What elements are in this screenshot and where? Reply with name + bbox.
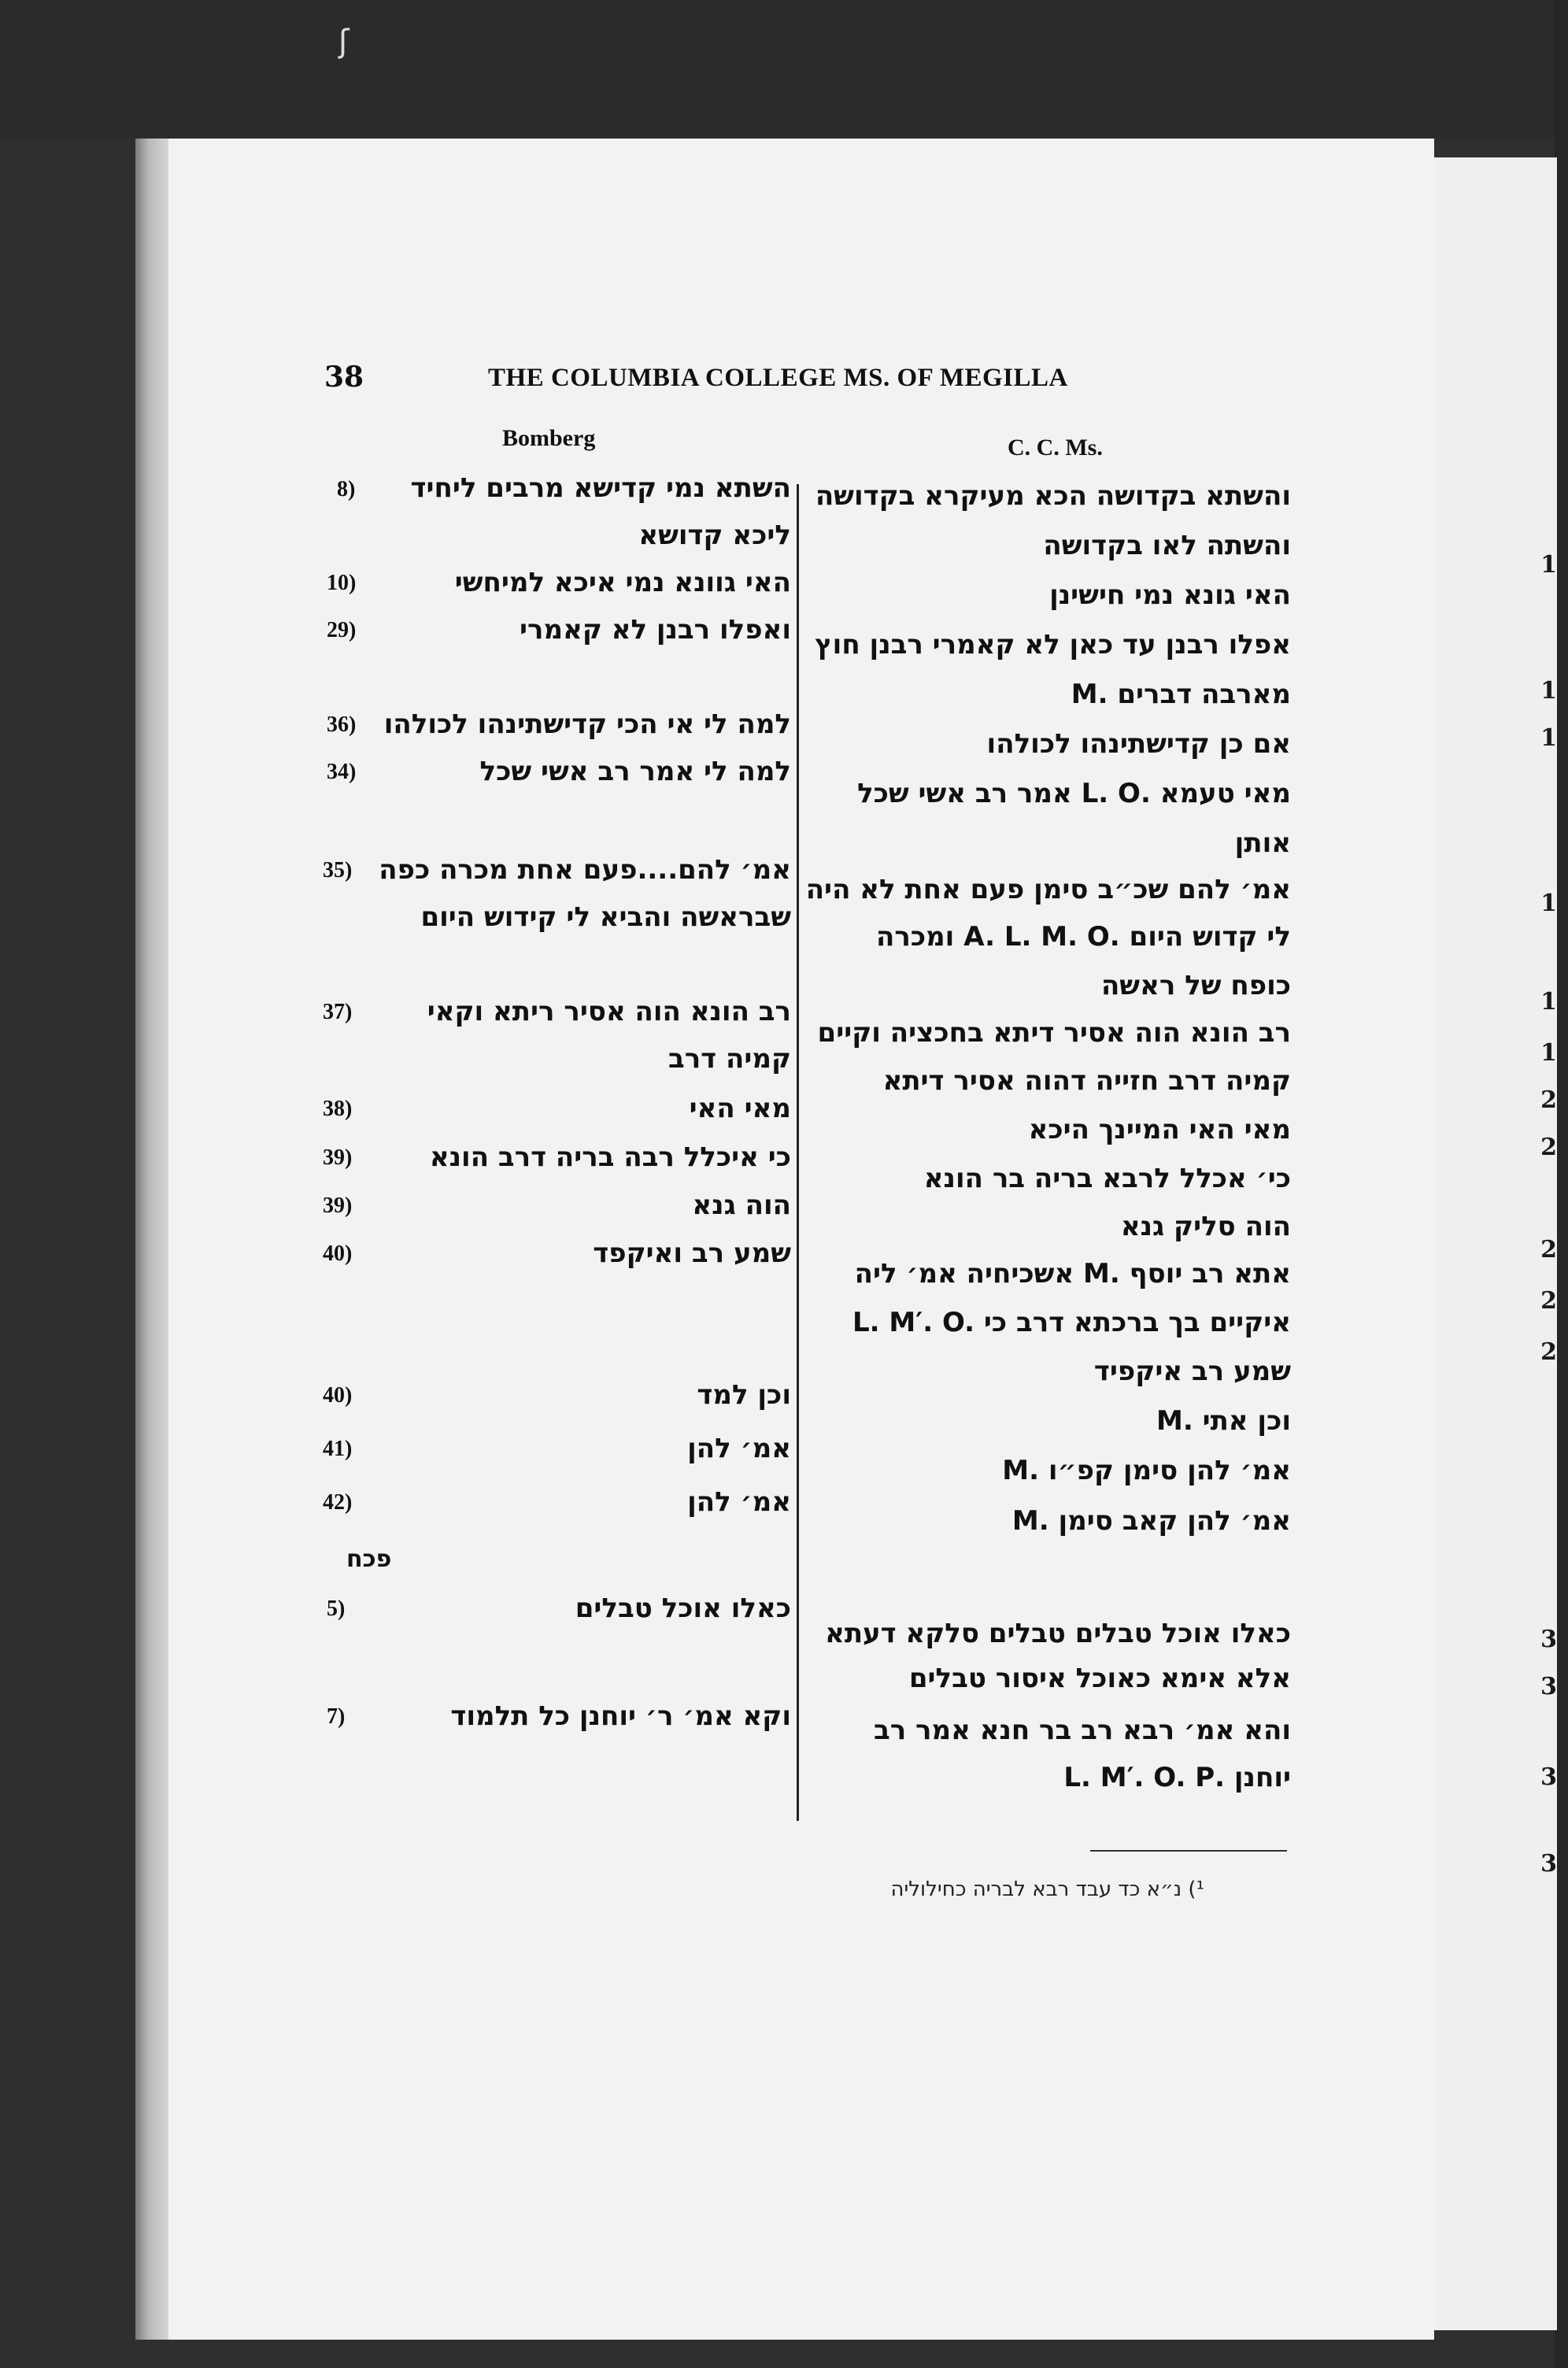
ccms-line: קמיה דרב חזייה דהוה אסיר דיתא	[882, 1065, 1291, 1097]
facing-page-fragment: 1	[1540, 724, 1557, 752]
facing-page-fragment: 2	[1540, 1086, 1557, 1114]
ccms-line: אלא אימא כאוכל איסור טבלים	[908, 1663, 1291, 1694]
bomberg-line: וכן למד	[697, 1379, 791, 1411]
ccms-line: כי׳ אכלל לרבא בריה בר הונא	[923, 1163, 1291, 1194]
ccms-line: מארבה דברים .M	[1071, 679, 1291, 710]
ccms-line: הוה סליק גנא	[1120, 1211, 1291, 1242]
bomberg-line: אמ׳ להן	[687, 1433, 791, 1464]
bomberg-line: למה לי אי הכי קדישתינהו לכולהו	[383, 709, 791, 740]
line-number: 7)	[327, 1704, 346, 1729]
ccms-line: אמ׳ להם שכ״ב סימן פעם אחת לא היה	[805, 874, 1291, 905]
facing-page	[1429, 157, 1557, 2330]
line-number: 40)	[323, 1241, 353, 1266]
line-number: 38)	[323, 1097, 353, 1121]
page-edge	[135, 139, 168, 2340]
bomberg-line: השתא נמי קדישא מרבים ליחיד	[410, 472, 791, 504]
bomberg-line: שמע רב ואיקפד	[593, 1238, 791, 1269]
ccms-column-heading: C. C. Ms.	[1008, 435, 1103, 461]
facing-page-fragment: 3	[1540, 1763, 1557, 1791]
ccms-line: והא אמ׳ רבא רב בר חנא אמר רב	[873, 1715, 1291, 1746]
ccms-line: שמע רב איקפיד	[1093, 1356, 1291, 1387]
bomberg-line: הוה גנא	[692, 1190, 791, 1221]
line-number: 36)	[327, 712, 357, 737]
facing-page-fragment: 2	[1540, 1338, 1557, 1366]
bomberg-line: ליכא קדושא	[638, 520, 791, 551]
column-divider	[797, 484, 799, 1821]
line-number: 42)	[323, 1490, 353, 1515]
line-number: 35)	[323, 858, 353, 882]
footnote-rule	[1090, 1850, 1287, 1852]
facing-page-fragment: 1	[1540, 551, 1557, 579]
ccms-line: מאי טעמא .L. O אמר רב אשי שכל	[857, 778, 1291, 809]
line-number: 40)	[323, 1383, 353, 1408]
line-number: 29)	[327, 618, 357, 642]
bomberg-line: אמ׳ להם....פעם אחת מכרה כפה	[379, 854, 791, 886]
facing-page-fragment: 1	[1540, 988, 1557, 1016]
bomberg-line: וקא אמ׳ ר׳ יוחנן כל תלמוד	[450, 1700, 791, 1732]
ccms-line: כופח של ראשה	[1100, 970, 1291, 1001]
bomberg-line: מאי האי	[689, 1093, 791, 1124]
facing-page-fragment: 1	[1540, 677, 1557, 705]
line-number: 5)	[327, 1597, 346, 1621]
line-number: 41)	[323, 1437, 353, 1461]
running-head: THE COLUMBIA COLLEGE MS. OF MEGILLA	[488, 364, 1068, 392]
ccms-line: יוחנן .L. M′. O. P	[1063, 1762, 1291, 1793]
line-number: 39)	[323, 1193, 353, 1218]
bomberg-line: כי איכלל רבה בריה דרב הונא	[429, 1141, 791, 1173]
page-number: 38	[324, 361, 364, 394]
bomberg-line: למה לי אמר רב אשי שכל	[479, 756, 791, 787]
ccms-line: והשתה לאו בקדושה	[1043, 530, 1291, 561]
ccms-line: L. M′. O. איקיים בך ברכתא דרב כי	[852, 1307, 1291, 1338]
bomberg-line: ואפלו רבנן לא קאמרי	[519, 614, 791, 646]
bomberg-line: אמ׳ להן	[687, 1486, 791, 1518]
bomberg-line: שבראשה והביא לי קידוש היום	[420, 901, 791, 933]
section-marker: פכח	[346, 1545, 392, 1573]
facing-page-fragment: 3	[1540, 1673, 1557, 1700]
line-number: 37)	[323, 1000, 353, 1024]
bomberg-line: כאלו אוכל טבלים	[575, 1593, 791, 1624]
bomberg-line: רב הונא הוה אסיר ריתא וקאי	[427, 996, 791, 1027]
ccms-line: מאי האי המיינך היכא	[1028, 1114, 1291, 1145]
facing-page-fragment: 1	[1540, 890, 1557, 917]
line-number: 8)	[337, 477, 356, 501]
ccms-line: אם כן קדישתינהו לכולהו	[986, 728, 1291, 760]
ccms-line: והשתא בקדושה הכא מעיקרא בקדושה	[815, 480, 1291, 512]
ccms-line: אפלו רבנן עד כאן לא קאמרי רבנן חוץ	[815, 629, 1291, 660]
facing-page-fragment: 2	[1540, 1287, 1557, 1315]
ccms-line: וכן אתי .M	[1156, 1405, 1291, 1437]
ccms-line: אתא רב יוסף .M אשכיחיה אמ׳ ליה	[854, 1258, 1291, 1289]
bomberg-line: האי גוונא נמי איכא למיחשי	[454, 567, 791, 598]
ccms-line: אותן	[1234, 827, 1291, 859]
ccms-line: כאלו אוכל טבלים טבלים סלקא דעתא	[825, 1618, 1291, 1649]
facing-page-fragment: 2	[1540, 1134, 1557, 1161]
facing-page-fragment: 3	[1540, 1626, 1557, 1653]
ccms-line: רב הונא הוה אסיר דיתא בחכציה וקיים	[817, 1017, 1291, 1049]
background-top	[0, 0, 1568, 138]
footnote: ¹) נ״א כד עבד רבא לבריה כחילוליה	[890, 1878, 1204, 1901]
line-number: 39)	[323, 1145, 353, 1170]
line-number: 34)	[327, 760, 357, 784]
facing-page-fragment: 3	[1540, 1850, 1557, 1878]
stray-mark: ʃ	[338, 24, 349, 60]
ccms-line: אמ׳ להן קאב סימן .M	[1011, 1505, 1291, 1537]
bomberg-line: קמיה דרב	[668, 1043, 791, 1075]
bomberg-column-heading: Bomberg	[502, 425, 596, 451]
ccms-line: האי גונא נמי חישינן	[1049, 579, 1291, 611]
ccms-line: לי קדוש היום .A. L. M. O ומכרה	[875, 921, 1291, 953]
ccms-line: אמ׳ להן סימן קפ״ו .M	[1002, 1455, 1291, 1486]
facing-page-fragment: 2	[1540, 1236, 1557, 1264]
facing-page-fragment: 1	[1540, 1039, 1557, 1067]
line-number: 10)	[327, 571, 357, 595]
